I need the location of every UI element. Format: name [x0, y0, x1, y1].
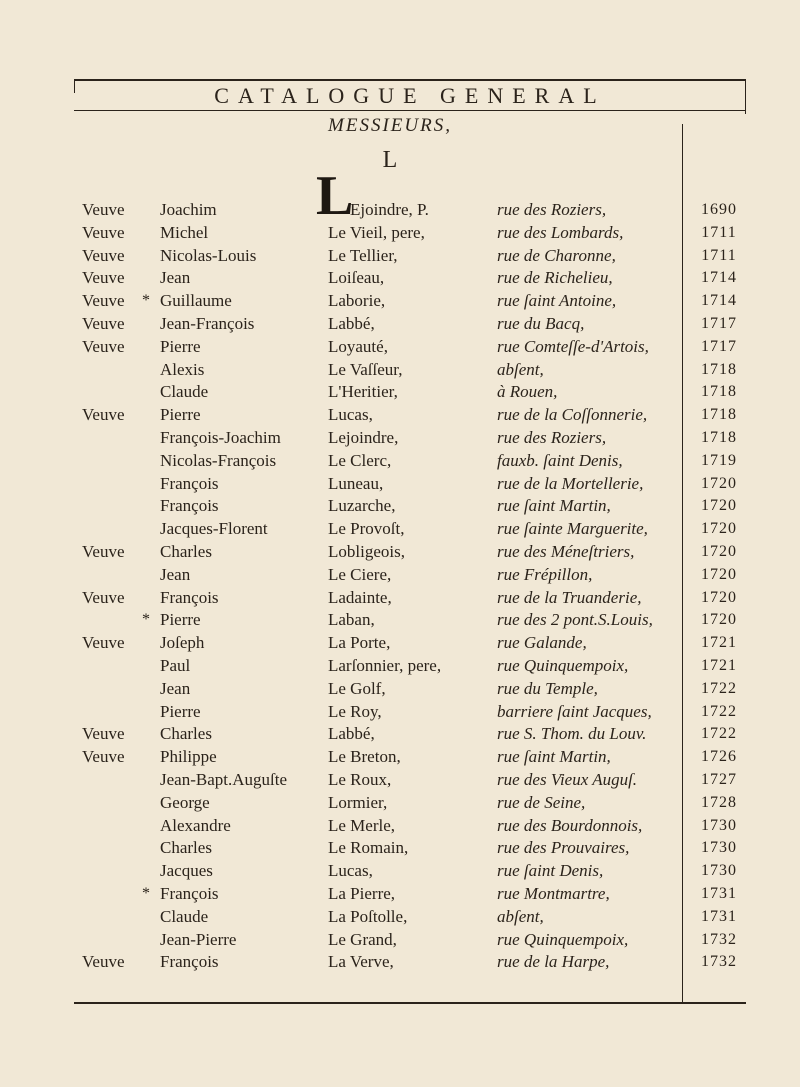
year: 1722	[701, 679, 737, 697]
list-item	[0, 518, 800, 541]
last-name: Luneau,	[328, 473, 384, 493]
first-name: Jean-François	[160, 313, 255, 333]
entry-title: Veuve	[82, 245, 125, 265]
last-name: Le Golf,	[328, 678, 386, 698]
star-mark: *	[142, 611, 150, 629]
list-item	[0, 906, 800, 929]
last-name: La Poſtolle,	[328, 906, 408, 926]
address: rue Comteſſe-d'Artois,	[497, 336, 649, 356]
section-letter: L	[382, 147, 398, 173]
address: rue des Roziers,	[497, 427, 607, 447]
address: rue de la Truanderie,	[497, 587, 642, 607]
address: rue ſaint Antoine,	[497, 291, 617, 311]
address: rue Montmartre,	[497, 883, 610, 903]
list-item	[0, 815, 800, 838]
year: 1722	[701, 725, 737, 743]
last-name: Le Romain,	[328, 838, 409, 858]
first-name: Jacques	[160, 861, 213, 881]
list-item	[0, 655, 800, 678]
first-name: Philippe	[160, 747, 217, 767]
entry-title: Veuve	[82, 405, 125, 425]
year: 1730	[701, 816, 737, 834]
year: 1717	[701, 337, 737, 355]
address: rue de Richelieu,	[497, 268, 613, 288]
last-name: Labbé,	[328, 724, 375, 744]
first-name: François	[160, 883, 219, 903]
last-name: Lucas,	[328, 405, 373, 425]
subtitle: MESSIEURS,	[328, 115, 452, 136]
year: 1726	[701, 748, 737, 766]
address: rue des Lombards,	[497, 222, 624, 242]
last-name: La Verve,	[328, 952, 394, 972]
year: 1720	[701, 542, 737, 560]
entry-title: Veuve	[82, 291, 125, 311]
last-name: La Porte,	[328, 633, 391, 653]
last-name: Lobligeois,	[328, 541, 405, 561]
address: rue de Seine,	[497, 792, 586, 812]
list-item	[0, 929, 800, 952]
last-name: Ejoindre, P.	[350, 200, 429, 219]
last-name: La Pierre,	[328, 883, 396, 903]
last-name: Luzarche,	[328, 496, 396, 516]
first-name: Joſeph	[160, 633, 205, 653]
first-name: Jean-Pierre	[160, 929, 237, 949]
year: 1711	[701, 246, 737, 264]
year: 1720	[701, 565, 737, 583]
last-name: Le Provoſt,	[328, 519, 405, 539]
first-name: Pierre	[160, 610, 201, 630]
list-item	[0, 883, 800, 906]
list-item	[0, 746, 800, 769]
list-item	[0, 678, 800, 701]
year: 1732	[701, 953, 737, 971]
address: abſent,	[497, 906, 544, 926]
year: 1728	[701, 793, 737, 811]
first-name: Alexandre	[160, 815, 231, 835]
last-name: Le Vaſſeur,	[328, 359, 403, 379]
first-name: Charles	[160, 541, 212, 561]
last-name: Loiſeau,	[328, 268, 385, 288]
entry-title: Veuve	[82, 222, 125, 242]
last-name: Labbé,	[328, 313, 375, 333]
last-name: Le Grand,	[328, 929, 397, 949]
last-name: Lejoindre,	[328, 427, 399, 447]
entry-title: Veuve	[82, 200, 125, 219]
list-item	[0, 336, 800, 359]
last-name: Laborie,	[328, 291, 386, 311]
list-item	[0, 381, 800, 404]
first-name: François	[160, 496, 219, 516]
first-name: Claude	[160, 906, 209, 926]
list-item	[0, 701, 800, 724]
entry-title: Veuve	[82, 952, 125, 972]
year: 1722	[701, 702, 737, 720]
last-name: Loyauté,	[328, 336, 388, 356]
head-rule	[74, 110, 746, 111]
list-item	[0, 632, 800, 655]
year: 1720	[701, 611, 737, 629]
first-name: Pierre	[160, 336, 201, 356]
year: 1730	[701, 862, 737, 880]
year: 1720	[701, 520, 737, 538]
running-head: CATALOGUE GENERAL	[214, 83, 606, 108]
entry-title: Veuve	[82, 336, 125, 356]
year: 1727	[701, 770, 737, 788]
entry-title: Veuve	[82, 747, 125, 767]
list-item	[0, 792, 800, 815]
year: 1719	[701, 451, 737, 469]
year: 1717	[701, 314, 737, 332]
last-name: Laban,	[328, 610, 375, 630]
year: 1732	[701, 930, 737, 948]
list-item	[0, 769, 800, 792]
address: rue Quinquempoix,	[497, 929, 629, 949]
address: rue de la Coſſonnerie,	[497, 405, 648, 425]
address: rue de la Harpe,	[497, 952, 610, 972]
last-name: Ladainte,	[328, 587, 392, 607]
last-name: Larſonnier, pere,	[328, 655, 442, 675]
list-item	[0, 541, 800, 564]
address: rue de la Mortellerie,	[497, 473, 644, 493]
address: rue ſaint Martin,	[497, 747, 611, 767]
first-name: François	[160, 587, 219, 607]
last-name: Le Merle,	[328, 815, 396, 835]
address: à Rouen,	[497, 382, 558, 402]
last-name: Le Vieil, pere,	[328, 222, 425, 242]
address: rue des Bourdonnois,	[497, 815, 643, 835]
list-item	[0, 245, 800, 268]
first-name: Charles	[160, 724, 212, 744]
address: rue Galande,	[497, 633, 587, 653]
first-name: François	[160, 952, 219, 972]
year: 1690	[701, 201, 737, 218]
first-name: George	[160, 792, 210, 812]
year: 1731	[701, 907, 737, 925]
address: rue du Temple,	[497, 678, 598, 698]
address: abſent,	[497, 359, 544, 379]
list-item	[0, 860, 800, 883]
entry-title: Veuve	[82, 541, 125, 561]
entry-list	[0, 199, 800, 974]
address: rue des Prouvaires,	[497, 838, 630, 858]
list-item	[0, 222, 800, 245]
last-name: Le Tellier,	[328, 245, 398, 265]
list-item	[0, 951, 800, 974]
year: 1731	[701, 884, 737, 902]
year: 1714	[701, 269, 737, 287]
address: rue Quinquempoix,	[497, 655, 629, 675]
list-item	[0, 564, 800, 587]
address: fauxb. ſaint Denis,	[497, 450, 623, 470]
first-name: François-Joachim	[160, 427, 281, 447]
year: 1718	[701, 428, 737, 446]
first-name: Jean	[160, 564, 191, 584]
address: rue des Vieux Auguſ.	[497, 769, 638, 789]
first-name: Jean	[160, 268, 191, 288]
bottom-rule	[74, 1002, 746, 1004]
last-name: Le Roux,	[328, 769, 392, 789]
first-name: Nicolas-François	[160, 450, 277, 470]
list-item	[0, 199, 800, 222]
entry-title: Veuve	[82, 313, 125, 333]
entry-title: Veuve	[82, 268, 125, 288]
year: 1720	[701, 588, 737, 606]
first-name: Charles	[160, 838, 212, 858]
first-name: Pierre	[160, 405, 201, 425]
list-item	[0, 290, 800, 313]
first-name: Alexis	[160, 359, 205, 379]
first-name: Nicolas-Louis	[160, 245, 257, 265]
first-name: Michel	[160, 222, 209, 242]
first-name: Guillaume	[160, 291, 232, 311]
address: rue ſaint Denis,	[497, 861, 604, 881]
address: rue des 2 pont.S.Louis,	[497, 610, 653, 630]
first-name: Jacques-Florent	[160, 519, 268, 539]
year: 1718	[701, 360, 737, 378]
address: rue du Bacq,	[497, 313, 585, 333]
list-item	[0, 723, 800, 746]
year: 1721	[701, 634, 737, 652]
last-name: L'Heritier,	[328, 382, 398, 402]
address: rue S. Thom. du Louv.	[497, 724, 647, 744]
address: rue ſaint Martin,	[497, 496, 611, 516]
top-rule	[74, 79, 746, 81]
address: rue de Charonne,	[497, 245, 616, 265]
address: rue Frépillon,	[497, 564, 593, 584]
year: 1711	[701, 223, 737, 241]
last-name: Le Clerc,	[328, 450, 392, 470]
year: 1721	[701, 656, 737, 674]
star-mark: *	[142, 292, 150, 310]
list-item	[0, 427, 800, 450]
last-name: Le Ciere,	[328, 564, 392, 584]
list-item	[0, 267, 800, 290]
first-name: Pierre	[160, 701, 201, 721]
year: 1720	[701, 497, 737, 515]
list-item	[0, 495, 800, 518]
star-mark: *	[142, 884, 150, 902]
year: 1718	[701, 406, 737, 424]
drop-cap: L	[316, 165, 354, 227]
first-name: Paul	[160, 655, 191, 675]
last-name: Lucas,	[328, 861, 373, 881]
address: barriere ſaint Jacques,	[497, 701, 652, 721]
first-name: Jean-Bapt.Auguſte	[160, 769, 287, 789]
list-item	[0, 473, 800, 496]
first-name: Claude	[160, 382, 209, 402]
year: 1730	[701, 839, 737, 857]
last-name: Lormier,	[328, 792, 388, 812]
year: 1720	[701, 474, 737, 492]
list-item	[0, 404, 800, 427]
list-item	[0, 609, 800, 632]
entry-title: Veuve	[82, 633, 125, 653]
first-name: Jean	[160, 678, 191, 698]
list-item	[0, 837, 800, 860]
list-item	[0, 313, 800, 336]
last-name: Le Roy,	[328, 701, 382, 721]
year: 1714	[701, 292, 737, 310]
last-name: Le Breton,	[328, 747, 401, 767]
first-name: François	[160, 473, 219, 493]
first-name: Joachim	[160, 200, 217, 219]
list-item	[0, 450, 800, 473]
list-item	[0, 587, 800, 610]
entry-title: Veuve	[82, 724, 125, 744]
year: 1718	[701, 383, 737, 401]
address: rue ſainte Marguerite,	[497, 519, 648, 539]
list-item	[0, 359, 800, 382]
entry-title: Veuve	[82, 587, 125, 607]
address: rue des Méneſtriers,	[497, 541, 635, 561]
address: rue des Roziers,	[497, 200, 607, 219]
